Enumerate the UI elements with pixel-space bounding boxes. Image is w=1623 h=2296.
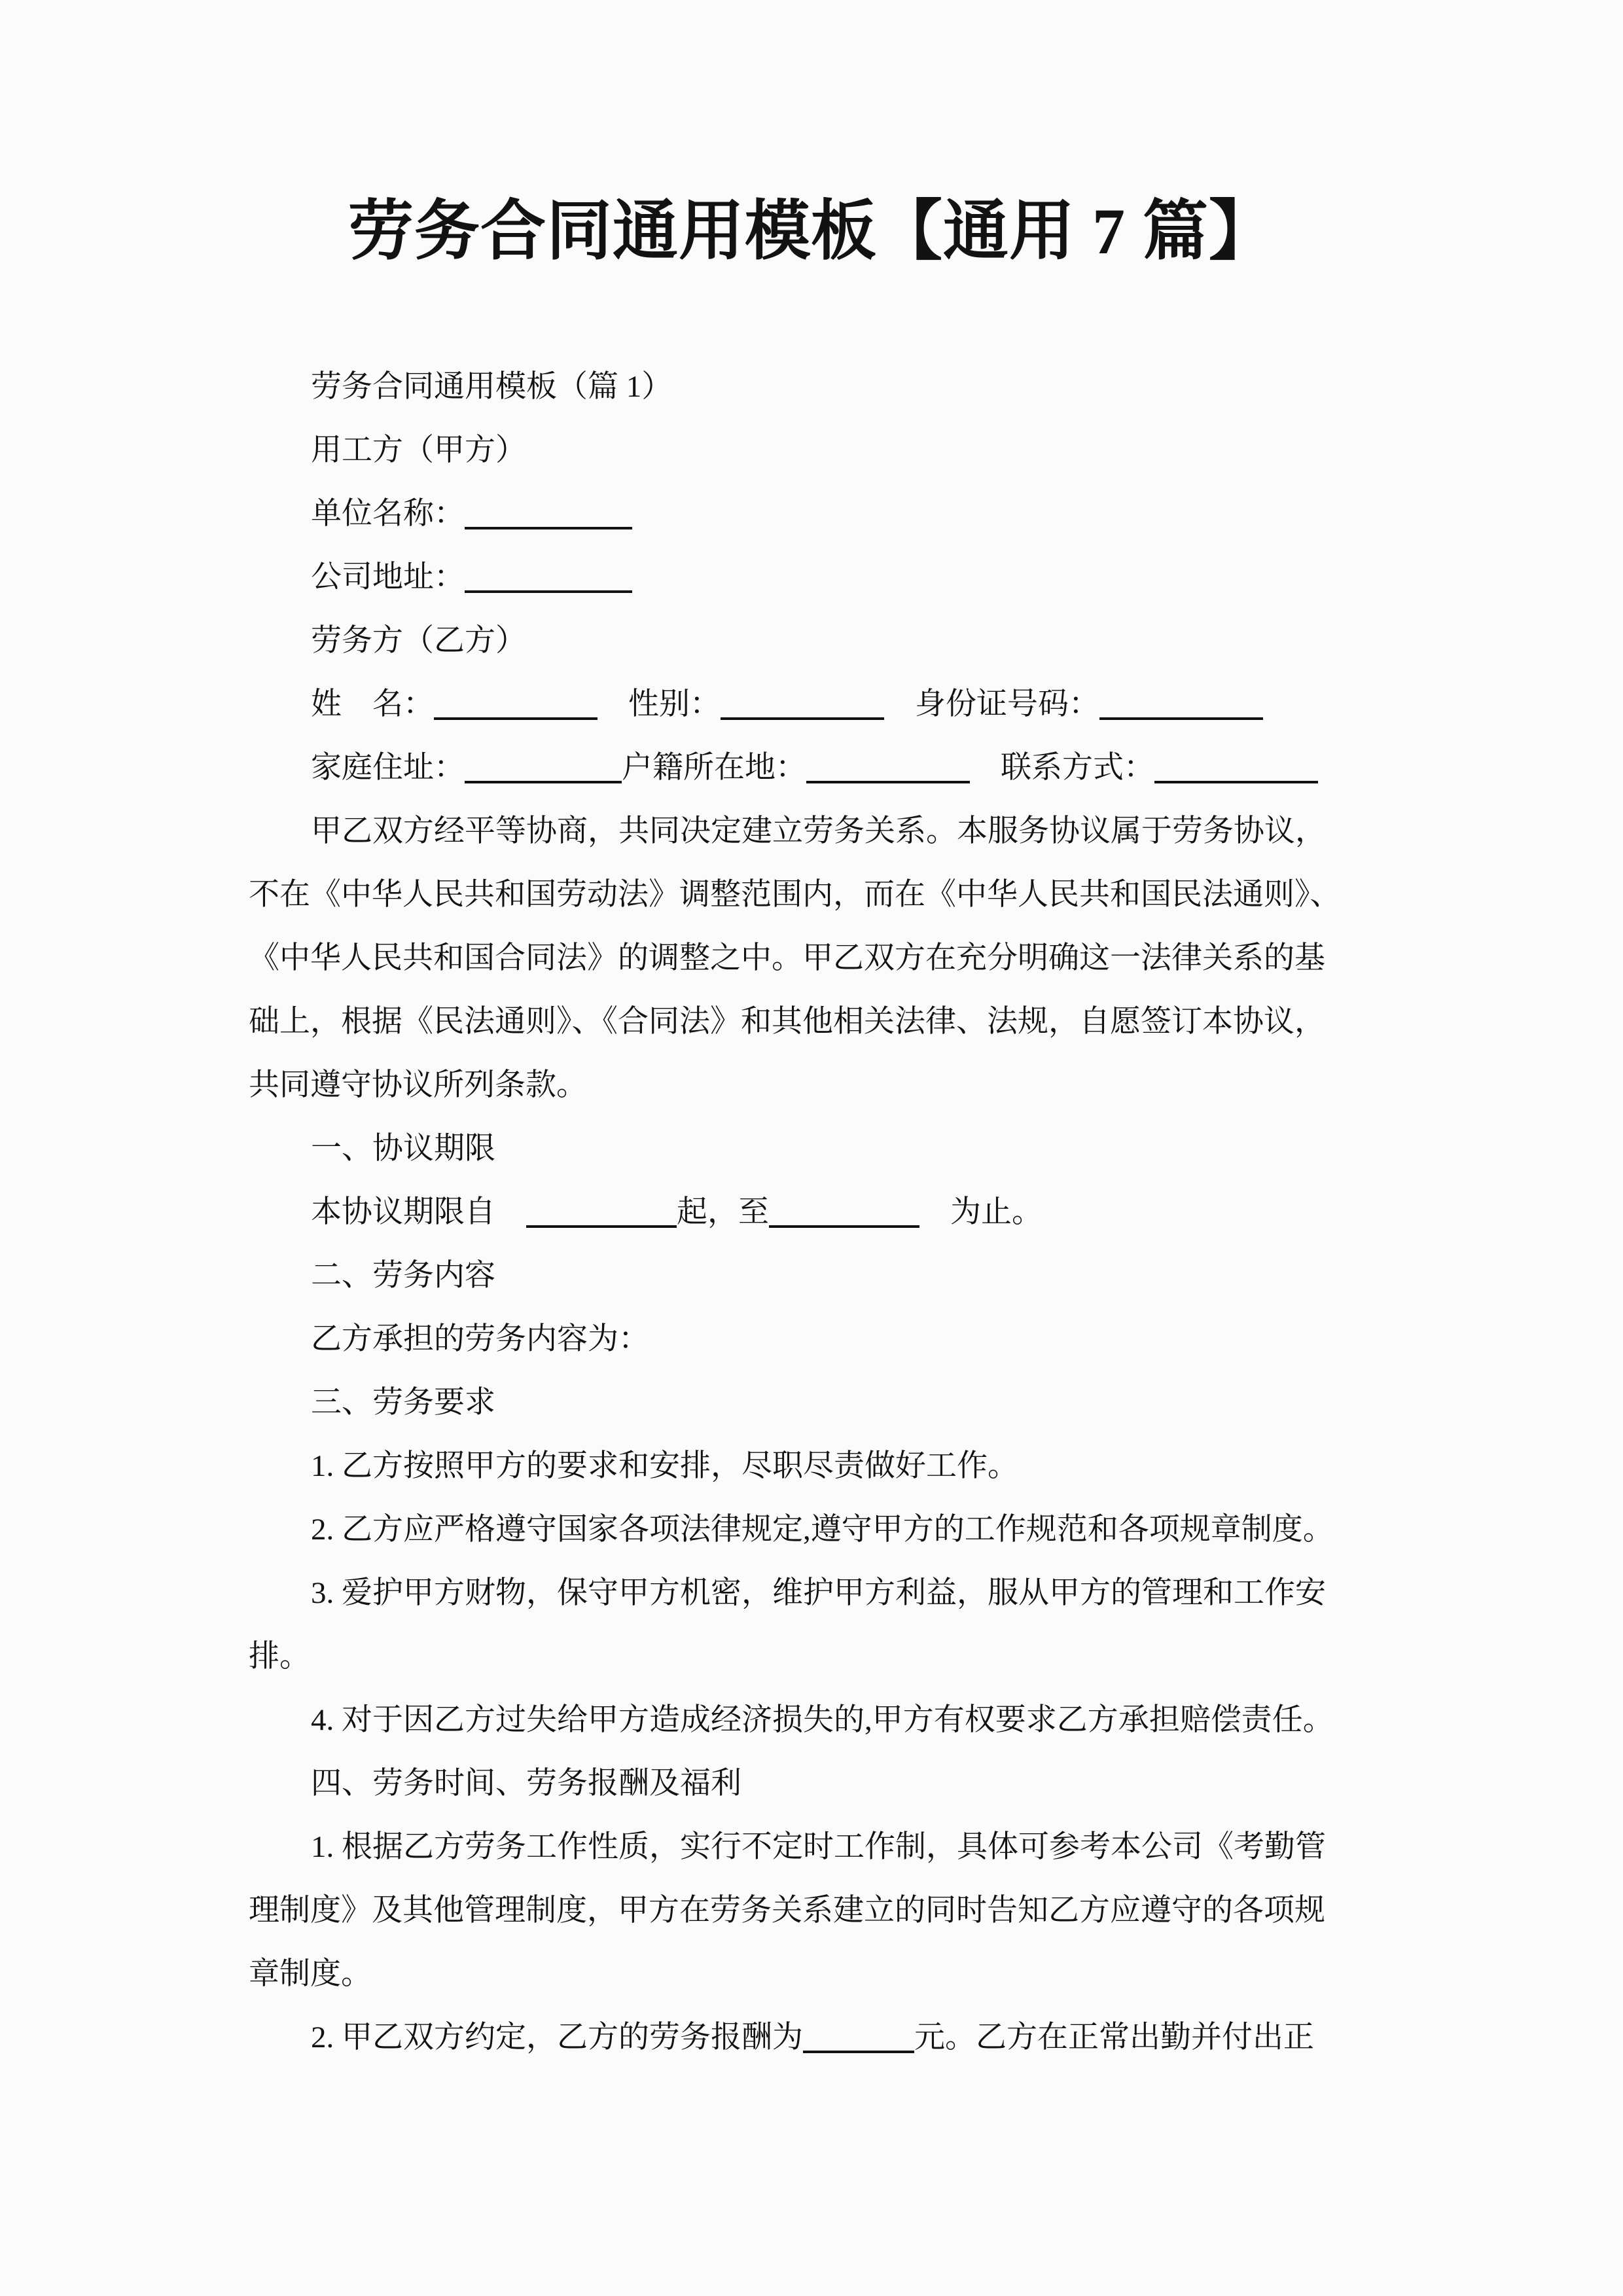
- fill-in-blank-underline: [1154, 781, 1318, 783]
- text-segment: 1. 乙方按照甲方的要求和安排，尽职尽责做好工作。: [311, 1449, 1018, 1483]
- contract-line: [249, 863, 1433, 927]
- contract-line: [249, 355, 1433, 419]
- text-segment: 4. 对于因乙方过失给甲方造成经济损失的,甲方有权要求乙方承担赔偿责任。: [311, 1703, 1334, 1737]
- contract-line: [249, 1244, 1433, 1308]
- contract-line: [249, 1371, 1433, 1435]
- contract-line: [249, 609, 1433, 673]
- fill-in-blank-underline: [721, 717, 884, 720]
- text-segment: 2. 乙方应严格遵守国家各项法律规定,遵守甲方的工作规范和各项规章制度。: [311, 1513, 1334, 1547]
- fill-in-blank-underline: [769, 1225, 919, 1228]
- contract-line: [249, 1562, 1433, 1625]
- contract-line: [249, 482, 1433, 546]
- text-segment: 姓 名：: [311, 687, 434, 721]
- fill-in-blank-underline: [1099, 717, 1263, 720]
- contract-line: [249, 673, 1433, 736]
- contract-line: [249, 1689, 1433, 1752]
- contract-line: [249, 1879, 1433, 1943]
- contract-line: [249, 1943, 1433, 2006]
- contract-line: [249, 1752, 1433, 1816]
- document-title: 劳务合同通用模板【通用 7 篇】: [348, 195, 1275, 268]
- text-segment: 《中华人民共和国合同法》的调整之中。甲乙双方在充分明确这一法律关系的基: [249, 941, 1325, 975]
- fill-in-blank-underline: [465, 590, 632, 593]
- contract-line: [249, 1181, 1433, 1244]
- contract-body: [249, 355, 1433, 2070]
- text-segment: 元。乙方在正常出勤并付出正: [914, 2020, 1314, 2054]
- contract-line: [249, 1054, 1433, 1117]
- text-segment: 二、劳务内容: [311, 1259, 495, 1293]
- contract-line: [249, 736, 1433, 800]
- text-segment: 3. 爱护甲方财物，保守甲方机密，维护甲方利益，服从甲方的管理和工作安: [311, 1576, 1326, 1610]
- contract-line: [249, 1498, 1433, 1562]
- text-segment: 础上，根据《民法通则》、《合同法》和其他相关法律、法规，自愿签订本协议，: [249, 1005, 1325, 1039]
- fill-in-blank-underline: [526, 1225, 677, 1228]
- contract-line: [249, 419, 1433, 482]
- text-segment: 排。: [249, 1640, 310, 1674]
- fill-in-blank-underline: [806, 781, 970, 783]
- text-segment: 性别：: [597, 687, 721, 721]
- text-segment: 章制度。: [249, 1957, 372, 1991]
- contract-line: [249, 1308, 1433, 1371]
- text-segment: 四、劳务时间、劳务报酬及福利: [311, 1767, 741, 1801]
- text-segment: 甲乙双方经平等协商，共同决定建立劳务关系。本服务协议属于劳务协议，: [311, 814, 1326, 848]
- contract-line: [249, 800, 1433, 863]
- text-segment: 家庭住址：: [311, 751, 465, 785]
- contract-line: [249, 1435, 1433, 1498]
- fill-in-blank-underline: [434, 717, 597, 720]
- text-segment: 用工方（甲方）: [311, 433, 526, 467]
- text-segment: 单位名称：: [311, 497, 465, 531]
- text-segment: 一、协议期限: [311, 1132, 495, 1166]
- text-segment: 三、劳务要求: [311, 1386, 495, 1420]
- fill-in-blank-underline: [465, 781, 622, 783]
- contract-line: [249, 546, 1433, 609]
- text-segment: 劳务合同通用模板（篇 1）: [311, 370, 673, 404]
- text-segment: 2. 甲乙双方约定，乙方的劳务报酬为: [311, 2020, 803, 2054]
- contract-line: [249, 990, 1433, 1054]
- contract-line: [249, 1816, 1433, 1879]
- contract-line: [249, 2006, 1433, 2070]
- text-segment: 乙方承担的劳务内容为：: [311, 1322, 649, 1356]
- text-segment: 起，至: [677, 1195, 769, 1229]
- text-segment: 劳务方（乙方）: [311, 624, 526, 658]
- text-segment: 本协议期限自: [311, 1195, 526, 1229]
- fill-in-blank-underline: [803, 2051, 914, 2053]
- contract-line: [249, 927, 1433, 990]
- text-segment: 身份证号码：: [884, 687, 1099, 721]
- text-segment: 不在《中华人民共和国劳动法》调整范围内，而在《中华人民共和国民法通则》、: [249, 878, 1341, 912]
- text-segment: 公司地址：: [311, 560, 465, 594]
- text-segment: 1. 根据乙方劳务工作性质，实行不定时工作制，具体可参考本公司《考勤管: [311, 1830, 1326, 1864]
- text-segment: 联系方式：: [970, 751, 1154, 785]
- text-segment: 为止。: [919, 1195, 1043, 1229]
- fill-in-blank-underline: [465, 527, 632, 529]
- contract-line: [249, 1117, 1433, 1181]
- text-segment: 理制度》及其他管理制度，甲方在劳务关系建立的同时告知乙方应遵守的各项规: [249, 1893, 1325, 1928]
- contract-line: [249, 1625, 1433, 1689]
- text-segment: 户籍所在地：: [622, 751, 806, 785]
- text-segment: 共同遵守协议所列条款。: [249, 1068, 587, 1102]
